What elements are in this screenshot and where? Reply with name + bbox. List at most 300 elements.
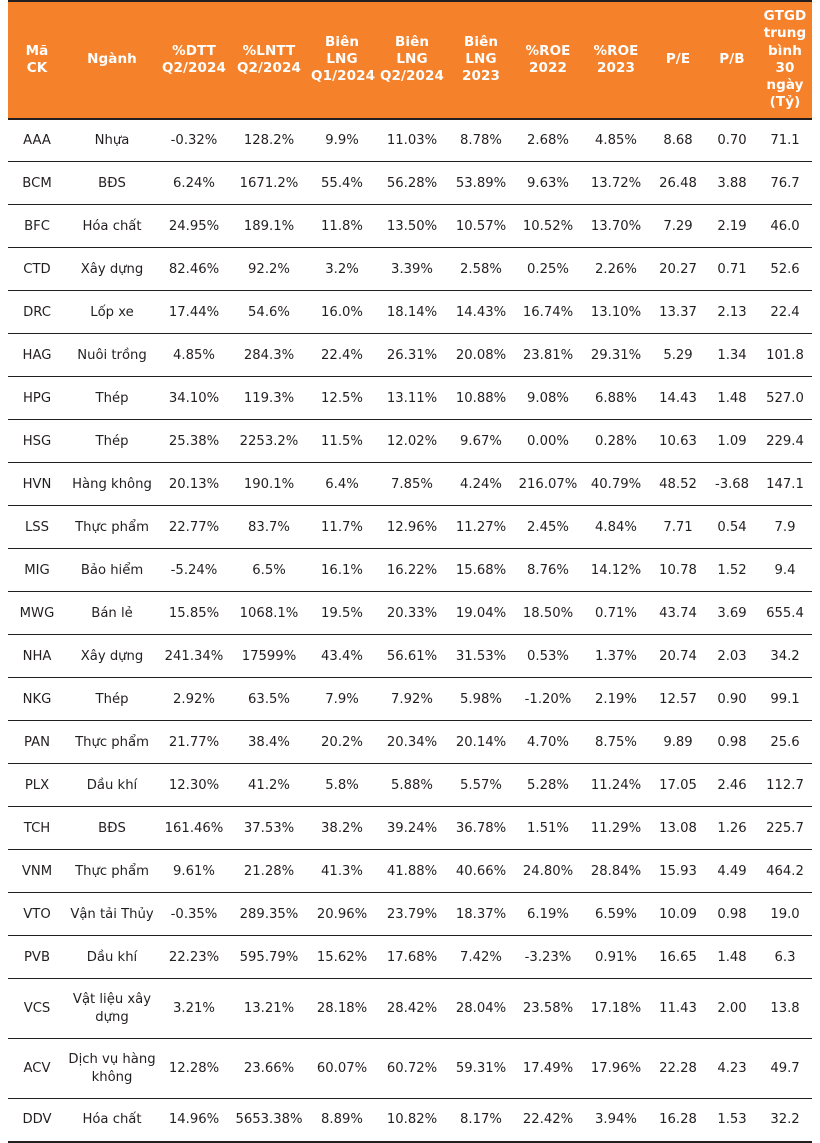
cell-lng_q2: 13.11% [376,377,448,420]
column-header-lng_q1[interactable]: Biên LNG Q1/2024 [308,1,376,119]
cell-lng_q2: 13.50% [376,205,448,248]
cell-industry: Nuôi trồng [66,334,158,377]
cell-lng_2023: 11.27% [448,506,514,549]
cell-roe_2022: -3.23% [514,936,582,979]
cell-pb: 3.88 [706,162,758,205]
cell-ticker: MWG [8,592,66,635]
cell-industry: Xây dựng [66,248,158,291]
cell-pb: 0.98 [706,721,758,764]
cell-lng_q1: 43.4% [308,635,376,678]
cell-lng_q1: 55.4% [308,162,376,205]
cell-lng_q1: 28.18% [308,979,376,1039]
cell-industry: Hóa chất [66,205,158,248]
cell-lng_q2: 11.03% [376,119,448,162]
cell-lng_q2: 56.28% [376,162,448,205]
cell-lng_2023: 53.89% [448,162,514,205]
cell-gtgd: 147.1 [758,463,812,506]
table-row[interactable] [8,893,812,936]
cell-pe: 20.27 [650,248,706,291]
cell-dtt: 82.46% [158,248,230,291]
cell-roe_2023: 4.84% [582,506,650,549]
cell-lng_q1: 7.9% [308,678,376,721]
column-header-lng_2023[interactable]: Biên LNG 2023 [448,1,514,119]
cell-roe_2022: 2.45% [514,506,582,549]
cell-pb: -3.68 [706,463,758,506]
cell-pe: 7.29 [650,205,706,248]
cell-gtgd: 71.1 [758,119,812,162]
cell-pb: 1.34 [706,334,758,377]
cell-gtgd: 112.7 [758,764,812,807]
cell-pe: 16.65 [650,936,706,979]
cell-lng_q2: 10.82% [376,1099,448,1142]
cell-ticker: HSG [8,420,66,463]
table-row[interactable] [8,291,812,334]
cell-ticker: LSS [8,506,66,549]
cell-roe_2022: 5.28% [514,764,582,807]
cell-lng_2023: 4.24% [448,463,514,506]
table-header-row [8,1,812,119]
cell-lng_2023: 18.37% [448,893,514,936]
cell-ticker: VTO [8,893,66,936]
cell-lntt: 54.6% [230,291,308,334]
cell-lntt: 190.1% [230,463,308,506]
cell-ticker: VCS [8,979,66,1039]
cell-gtgd: 9.4 [758,549,812,592]
column-header-pe[interactable]: P/E [650,1,706,119]
cell-dtt: -0.32% [158,119,230,162]
table-row[interactable] [8,1039,812,1099]
cell-lng_2023: 5.57% [448,764,514,807]
cell-roe_2022: 9.08% [514,377,582,420]
cell-ticker: TCH [8,807,66,850]
cell-pe: 10.63 [650,420,706,463]
cell-roe_2022: 2.68% [514,119,582,162]
cell-ticker: HAG [8,334,66,377]
cell-lntt: 6.5% [230,549,308,592]
cell-lng_q2: 28.42% [376,979,448,1039]
cell-lng_q2: 16.22% [376,549,448,592]
cell-ticker: DDV [8,1099,66,1142]
cell-roe_2023: 11.24% [582,764,650,807]
cell-dtt: -0.35% [158,893,230,936]
cell-lng_2023: 8.17% [448,1099,514,1142]
cell-dtt: 4.85% [158,334,230,377]
table-row[interactable] [8,549,812,592]
cell-lntt: 289.35% [230,893,308,936]
cell-roe_2022: 23.58% [514,979,582,1039]
table-row[interactable] [8,162,812,205]
table-header [8,1,812,119]
cell-industry: Hàng không [66,463,158,506]
cell-pb: 1.48 [706,936,758,979]
cell-ticker: PLX [8,764,66,807]
cell-pe: 5.29 [650,334,706,377]
cell-lng_2023: 5.98% [448,678,514,721]
cell-lntt: 119.3% [230,377,308,420]
table-row[interactable] [8,592,812,635]
cell-roe_2023: 40.79% [582,463,650,506]
table-row[interactable] [8,635,812,678]
cell-lng_2023: 19.04% [448,592,514,635]
cell-roe_2022: 4.70% [514,721,582,764]
cell-pe: 17.05 [650,764,706,807]
cell-lng_q1: 22.4% [308,334,376,377]
cell-industry: Thép [66,377,158,420]
cell-dtt: 20.13% [158,463,230,506]
cell-gtgd: 99.1 [758,678,812,721]
cell-lng_q2: 12.96% [376,506,448,549]
cell-lng_q1: 3.2% [308,248,376,291]
cell-lntt: 63.5% [230,678,308,721]
cell-ticker: VNM [8,850,66,893]
cell-lntt: 13.21% [230,979,308,1039]
cell-roe_2022: 17.49% [514,1039,582,1099]
cell-roe_2022: 1.51% [514,807,582,850]
cell-industry: Lốp xe [66,291,158,334]
cell-roe_2022: 8.76% [514,549,582,592]
column-header-lntt[interactable]: %LNTT Q2/2024 [230,1,308,119]
cell-lng_q1: 8.89% [308,1099,376,1142]
cell-ticker: NKG [8,678,66,721]
cell-roe_2023: 17.96% [582,1039,650,1099]
cell-gtgd: 6.3 [758,936,812,979]
cell-lntt: 128.2% [230,119,308,162]
cell-lng_2023: 15.68% [448,549,514,592]
cell-roe_2023: 1.37% [582,635,650,678]
cell-lng_q1: 11.7% [308,506,376,549]
cell-lng_q1: 60.07% [308,1039,376,1099]
cell-roe_2022: 6.19% [514,893,582,936]
table-row[interactable] [8,334,812,377]
cell-pe: 48.52 [650,463,706,506]
cell-ticker: CTD [8,248,66,291]
cell-lntt: 189.1% [230,205,308,248]
cell-pe: 7.71 [650,506,706,549]
cell-lntt: 1671.2% [230,162,308,205]
cell-industry: Thực phẩm [66,850,158,893]
cell-lntt: 92.2% [230,248,308,291]
cell-gtgd: 22.4 [758,291,812,334]
table-row[interactable] [8,807,812,850]
cell-industry: Dầu khí [66,764,158,807]
cell-pb: 2.13 [706,291,758,334]
cell-gtgd: 32.2 [758,1099,812,1142]
cell-ticker: MIG [8,549,66,592]
cell-pe: 11.43 [650,979,706,1039]
cell-dtt: 12.28% [158,1039,230,1099]
cell-industry: BĐS [66,807,158,850]
cell-dtt: -5.24% [158,549,230,592]
cell-lng_q1: 38.2% [308,807,376,850]
cell-lng_2023: 36.78% [448,807,514,850]
table-row[interactable] [8,1099,812,1142]
cell-lng_2023: 10.88% [448,377,514,420]
cell-lng_q2: 23.79% [376,893,448,936]
cell-lng_q1: 12.5% [308,377,376,420]
cell-gtgd: 229.4 [758,420,812,463]
cell-lng_q2: 60.72% [376,1039,448,1099]
cell-lng_q2: 20.33% [376,592,448,635]
cell-roe_2022: -1.20% [514,678,582,721]
cell-roe_2023: 13.10% [582,291,650,334]
cell-roe_2022: 10.52% [514,205,582,248]
cell-gtgd: 76.7 [758,162,812,205]
column-header-lng_q2[interactable]: Biên LNG Q2/2024 [376,1,448,119]
column-header-gtgd[interactable]: GTGD trung bình 30 ngày (Tỷ) [758,1,812,119]
cell-ticker: BCM [8,162,66,205]
cell-lng_q1: 20.96% [308,893,376,936]
cell-lng_2023: 40.66% [448,850,514,893]
cell-pb: 1.52 [706,549,758,592]
cell-lntt: 17599% [230,635,308,678]
cell-ticker: PAN [8,721,66,764]
cell-lng_q2: 56.61% [376,635,448,678]
cell-roe_2023: 13.72% [582,162,650,205]
cell-pb: 3.69 [706,592,758,635]
cell-pe: 20.74 [650,635,706,678]
cell-dtt: 9.61% [158,850,230,893]
cell-industry: Thực phẩm [66,506,158,549]
cell-lng_q1: 19.5% [308,592,376,635]
cell-pb: 2.03 [706,635,758,678]
cell-lng_2023: 14.43% [448,291,514,334]
cell-gtgd: 49.7 [758,1039,812,1099]
cell-dtt: 2.92% [158,678,230,721]
column-header-roe_2023[interactable]: %ROE 2023 [582,1,650,119]
cell-lng_q1: 41.3% [308,850,376,893]
column-header-industry[interactable]: Ngành [66,1,158,119]
cell-lntt: 83.7% [230,506,308,549]
cell-lng_q2: 41.88% [376,850,448,893]
cell-pe: 16.28 [650,1099,706,1142]
cell-roe_2023: 0.71% [582,592,650,635]
table-row[interactable] [8,721,812,764]
cell-ticker: HVN [8,463,66,506]
cell-industry: Dầu khí [66,936,158,979]
cell-gtgd: 13.8 [758,979,812,1039]
column-header-pb[interactable]: P/B [706,1,758,119]
cell-industry: Vận tải Thủy [66,893,158,936]
cell-lng_q1: 9.9% [308,119,376,162]
cell-roe_2023: 2.19% [582,678,650,721]
cell-industry: Bán lẻ [66,592,158,635]
cell-ticker: ACV [8,1039,66,1099]
cell-dtt: 14.96% [158,1099,230,1142]
cell-lng_2023: 28.04% [448,979,514,1039]
cell-roe_2023: 0.91% [582,936,650,979]
cell-lntt: 2253.2% [230,420,308,463]
table-row[interactable] [8,850,812,893]
cell-dtt: 6.24% [158,162,230,205]
cell-lntt: 37.53% [230,807,308,850]
cell-pe: 22.28 [650,1039,706,1099]
cell-lng_q1: 20.2% [308,721,376,764]
cell-dtt: 17.44% [158,291,230,334]
cell-industry: Xây dựng [66,635,158,678]
table-row[interactable] [8,506,812,549]
cell-ticker: DRC [8,291,66,334]
cell-lng_q2: 26.31% [376,334,448,377]
cell-dtt: 22.77% [158,506,230,549]
cell-pe: 13.08 [650,807,706,850]
cell-gtgd: 7.9 [758,506,812,549]
cell-pb: 4.49 [706,850,758,893]
cell-lng_2023: 20.08% [448,334,514,377]
cell-pb: 0.71 [706,248,758,291]
stock-metrics-table [8,0,812,1143]
cell-industry: Nhựa [66,119,158,162]
cell-pe: 26.48 [650,162,706,205]
cell-industry: Thép [66,678,158,721]
cell-industry: Thực phẩm [66,721,158,764]
cell-roe_2023: 6.88% [582,377,650,420]
cell-lng_q1: 6.4% [308,463,376,506]
cell-lng_2023: 20.14% [448,721,514,764]
column-header-dtt[interactable]: %DTT Q2/2024 [158,1,230,119]
cell-roe_2023: 3.94% [582,1099,650,1142]
cell-lng_q2: 3.39% [376,248,448,291]
cell-pb: 1.09 [706,420,758,463]
cell-industry: Thép [66,420,158,463]
cell-roe_2023: 11.29% [582,807,650,850]
cell-roe_2022: 0.25% [514,248,582,291]
cell-pb: 0.70 [706,119,758,162]
cell-lng_q1: 11.5% [308,420,376,463]
cell-lng_q2: 39.24% [376,807,448,850]
cell-industry: Bảo hiểm [66,549,158,592]
cell-roe_2022: 18.50% [514,592,582,635]
cell-lng_q1: 16.1% [308,549,376,592]
cell-pe: 9.89 [650,721,706,764]
table-row[interactable] [8,205,812,248]
cell-ticker: NHA [8,635,66,678]
cell-lng_2023: 59.31% [448,1039,514,1099]
cell-roe_2023: 6.59% [582,893,650,936]
cell-pb: 2.19 [706,205,758,248]
cell-pb: 1.53 [706,1099,758,1142]
cell-gtgd: 34.2 [758,635,812,678]
cell-pb: 0.98 [706,893,758,936]
table-row[interactable] [8,463,812,506]
cell-dtt: 21.77% [158,721,230,764]
cell-lntt: 595.79% [230,936,308,979]
cell-ticker: BFC [8,205,66,248]
cell-pe: 13.37 [650,291,706,334]
cell-dtt: 34.10% [158,377,230,420]
column-header-ticker[interactable]: Mã CK [8,1,66,119]
cell-roe_2023: 29.31% [582,334,650,377]
cell-roe_2023: 4.85% [582,119,650,162]
cell-pb: 1.26 [706,807,758,850]
cell-lng_q1: 16.0% [308,291,376,334]
cell-ticker: PVB [8,936,66,979]
cell-lng_q2: 5.88% [376,764,448,807]
cell-lng_2023: 10.57% [448,205,514,248]
table-row[interactable] [8,764,812,807]
cell-industry: Dịch vụ hàng không [66,1039,158,1099]
cell-roe_2023: 13.70% [582,205,650,248]
cell-gtgd: 46.0 [758,205,812,248]
cell-lng_q2: 12.02% [376,420,448,463]
cell-roe_2022: 9.63% [514,162,582,205]
cell-roe_2023: 2.26% [582,248,650,291]
cell-lntt: 41.2% [230,764,308,807]
cell-roe_2023: 0.28% [582,420,650,463]
table-body [8,119,812,1142]
cell-industry: BĐS [66,162,158,205]
cell-dtt: 3.21% [158,979,230,1039]
cell-lng_q2: 7.85% [376,463,448,506]
cell-dtt: 22.23% [158,936,230,979]
cell-industry: Hóa chất [66,1099,158,1142]
cell-pb: 4.23 [706,1039,758,1099]
cell-pe: 15.93 [650,850,706,893]
cell-pb: 0.90 [706,678,758,721]
table-row[interactable] [8,678,812,721]
cell-lntt: 23.66% [230,1039,308,1099]
cell-pe: 10.78 [650,549,706,592]
cell-lng_2023: 7.42% [448,936,514,979]
cell-roe_2023: 8.75% [582,721,650,764]
table-row[interactable] [8,377,812,420]
cell-lng_q1: 5.8% [308,764,376,807]
cell-pe: 43.74 [650,592,706,635]
cell-gtgd: 225.7 [758,807,812,850]
cell-gtgd: 101.8 [758,334,812,377]
cell-dtt: 161.46% [158,807,230,850]
cell-roe_2022: 0.53% [514,635,582,678]
cell-lng_q2: 17.68% [376,936,448,979]
cell-dtt: 25.38% [158,420,230,463]
cell-lntt: 284.3% [230,334,308,377]
table-row[interactable] [8,119,812,162]
cell-roe_2023: 14.12% [582,549,650,592]
column-header-roe_2022[interactable]: %ROE 2022 [514,1,582,119]
cell-dtt: 241.34% [158,635,230,678]
cell-roe_2022: 23.81% [514,334,582,377]
cell-lntt: 21.28% [230,850,308,893]
cell-roe_2022: 0.00% [514,420,582,463]
cell-lntt: 1068.1% [230,592,308,635]
cell-gtgd: 52.6 [758,248,812,291]
cell-lntt: 38.4% [230,721,308,764]
cell-lng_2023: 31.53% [448,635,514,678]
table-row[interactable] [8,420,812,463]
cell-lng_2023: 8.78% [448,119,514,162]
cell-roe_2022: 16.74% [514,291,582,334]
cell-pe: 10.09 [650,893,706,936]
cell-pe: 14.43 [650,377,706,420]
table-row[interactable] [8,936,812,979]
cell-pb: 1.48 [706,377,758,420]
cell-roe_2023: 28.84% [582,850,650,893]
cell-lntt: 5653.38% [230,1099,308,1142]
cell-dtt: 24.95% [158,205,230,248]
cell-gtgd: 464.2 [758,850,812,893]
cell-dtt: 12.30% [158,764,230,807]
cell-roe_2023: 17.18% [582,979,650,1039]
table-row[interactable] [8,248,812,291]
cell-ticker: HPG [8,377,66,420]
cell-dtt: 15.85% [158,592,230,635]
cell-pe: 12.57 [650,678,706,721]
cell-roe_2022: 22.42% [514,1099,582,1142]
cell-pb: 2.00 [706,979,758,1039]
cell-pe: 8.68 [650,119,706,162]
cell-industry: Vật liệu xây dựng [66,979,158,1039]
cell-gtgd: 19.0 [758,893,812,936]
cell-lng_2023: 9.67% [448,420,514,463]
